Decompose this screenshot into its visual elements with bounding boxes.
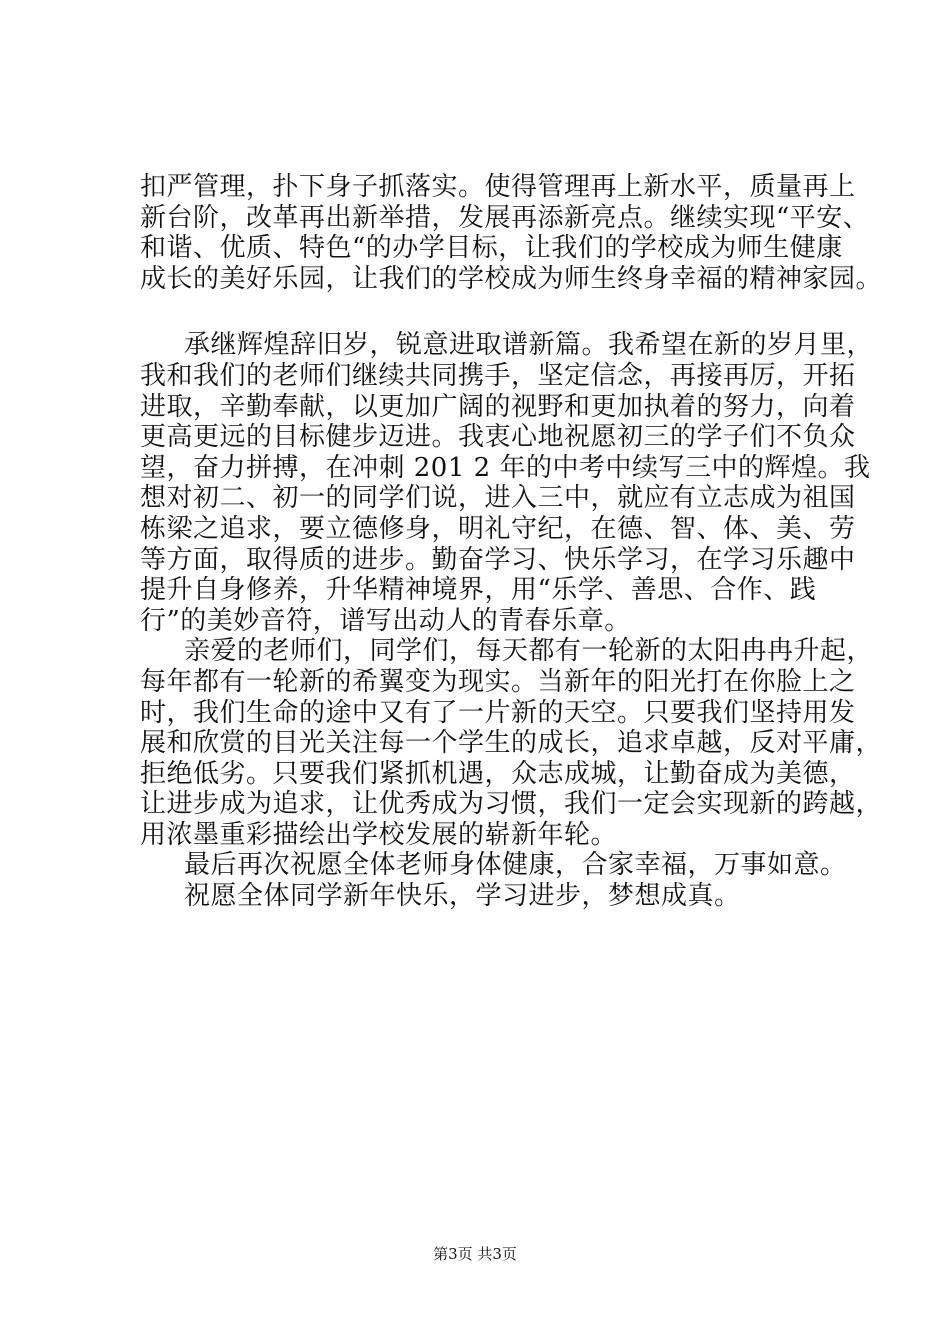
text-line: 让进步成为追求，让优秀成为习惯，我们一定会实现新的跨越， bbox=[140, 789, 883, 820]
text-line: 扣严管理，扑下身子抓落实。使得管理再上新水平，质量再上 bbox=[140, 172, 856, 202]
paragraph-2 bbox=[140, 330, 874, 636]
text-line: 和谐、优质、特色“的办学目标，让我们的学校成为师生健康 bbox=[140, 233, 843, 264]
text-line: 展和欣赏的目光关注每一个学生的成长，追求卓越，反对平庸， bbox=[140, 728, 883, 759]
text-line: 拒绝低劣。只要我们紧抓机遇，众志成城，让勤奋成为美德， bbox=[140, 758, 856, 789]
text-line: 等方面，取得质的进步。勤奋学习、快乐学习，在学习乐趣中 bbox=[140, 544, 856, 575]
text-line: 望，奋力拼搏，在冲刺 201 2 年的中考中续写三中的辉煌。我 bbox=[140, 452, 871, 483]
body-text bbox=[140, 172, 883, 912]
text-line: 我和我们的老师们继续共同携手，坚定信念，再接再厉，开拓 bbox=[140, 360, 856, 391]
text-line: 亲爱的老师们，同学们，每天都有一轮新的太阳冉冉升起， bbox=[184, 636, 874, 667]
text-line: 新台阶，改革再出新举措，发展再添新亮点。继续实现“平安、 bbox=[140, 202, 870, 233]
paragraph-1 bbox=[140, 172, 883, 294]
text-line: 栋梁之追求，要立德修身，明礼守纪，在德、智、体、美、劳 bbox=[140, 513, 856, 544]
text-line: 承继辉煌辞旧岁，锐意进取谱新篇。我希望在新的岁月里， bbox=[184, 330, 874, 361]
text-line: 提升自身修养，升华精神境界，用“乐学、善思、合作、践 bbox=[140, 575, 817, 606]
text-line: 时，我们生命的途中又有了一片新的天空。只要我们坚持用发 bbox=[140, 697, 856, 728]
text-line: 想对初二、初一的同学们说，进入三中，就应有立志成为祖国 bbox=[140, 483, 856, 514]
text-line: 祝愿全体同学新年快乐，学习进步，梦想成真。 bbox=[184, 881, 741, 912]
paragraph-gap bbox=[140, 294, 860, 330]
page-footer: 第3页 共3页 bbox=[433, 1245, 517, 1263]
text-line: 行”的美妙音符，谱写出动人的青春乐章。 bbox=[140, 605, 631, 636]
text-line: 进取，辛勤奉献，以更加广阔的视野和更加执着的努力，向着 bbox=[140, 391, 856, 422]
text-line: 更高更远的目标健步迈进。我衷心地祝愿初三的学子们不负众 bbox=[140, 422, 856, 453]
text-line: 最后再次祝愿全体老师身体健康，合家幸福，万事如意。 bbox=[184, 850, 847, 881]
paragraph-5 bbox=[140, 881, 860, 912]
text-line: 每年都有一轮新的希翼变为现实。当新年的阳光打在你脸上之 bbox=[140, 666, 856, 697]
paragraph-4 bbox=[140, 850, 860, 881]
paragraph-3 bbox=[140, 636, 883, 850]
text-line: 用浓墨重彩描绘出学校发展的崭新年轮。 bbox=[140, 819, 618, 850]
text-line: 成长的美好乐园，让我们的学校成为师生终身幸福的精神家园。 bbox=[140, 263, 883, 294]
